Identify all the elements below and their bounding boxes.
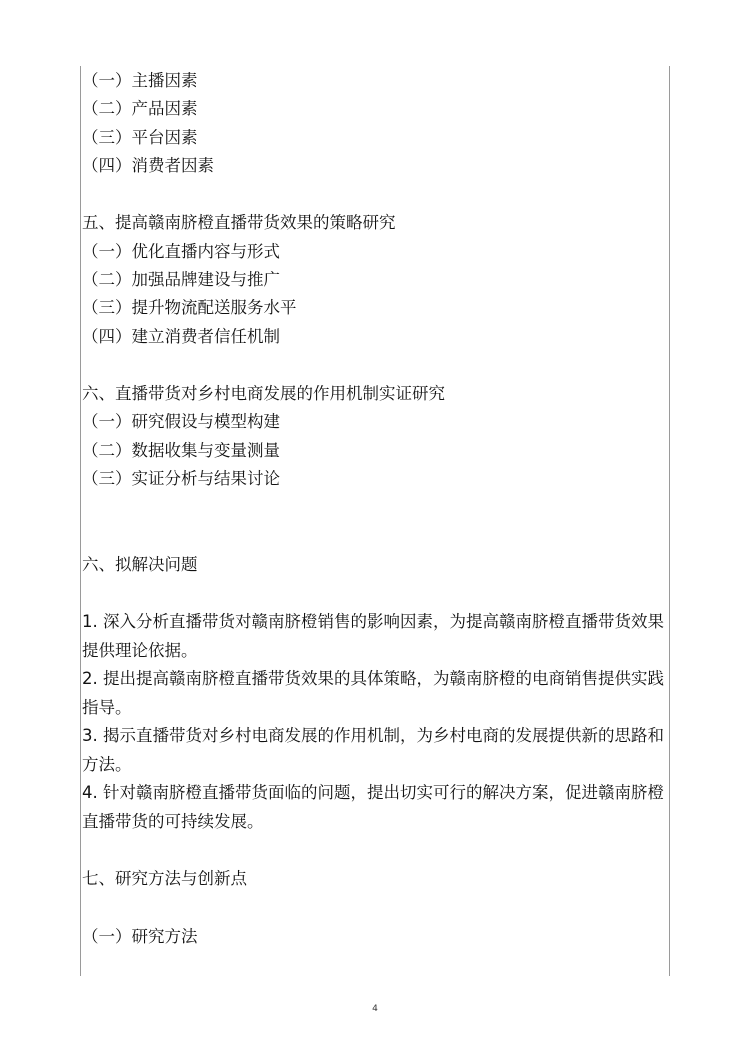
empirical-item-analysis: （三）实证分析与结果讨论 <box>82 469 280 488</box>
section-six-heading: 六、直播带货对乡村电商发展的作用机制实证研究 <box>82 384 445 403</box>
factor-item-product: （二）产品因素 <box>82 99 198 118</box>
problem-point-1: 1. 深入分析直播带货对赣南脐橙销售的影响因素，为提高赣南脐橙直播带货效果提供理论依据。 <box>82 612 664 660</box>
strategy-item-content: （一）优化直播内容与形式 <box>82 242 280 261</box>
empirical-item-hypothesis: （一）研究假设与模型构建 <box>82 412 280 431</box>
strategy-item-trust: （四）建立消费者信任机制 <box>82 327 280 346</box>
factor-item-anchor: （一）主播因素 <box>82 71 198 90</box>
factor-item-consumer: （四）消费者因素 <box>82 156 214 175</box>
empirical-item-data: （二）数据收集与变量测量 <box>82 441 280 460</box>
factor-item-platform: （三）平台因素 <box>82 128 198 147</box>
table-cell-frame <box>80 66 670 976</box>
problem-point-4: 4. 针对赣南脐橙直播带货面临的问题，提出切实可行的解决方案，促进赣南脐橙直播带货的可持续发展。 <box>82 783 664 831</box>
problem-point-3: 3. 揭示直播带货对乡村电商发展的作用机制，为乡村电商的发展提供新的思路和方法。 <box>82 726 664 774</box>
problem-point-2: 2. 提出提高赣南脐橙直播带货效果的具体策略，为赣南脐橙的电商销售提供实践指导。 <box>82 669 664 717</box>
section-seven-heading: 七、研究方法与创新点 <box>82 869 247 888</box>
strategy-item-brand: （二）加强品牌建设与推广 <box>82 270 280 289</box>
problems-heading: 六、拟解决问题 <box>82 555 198 574</box>
page-number: 4 <box>372 1004 378 1014</box>
section-five-heading: 五、提高赣南脐橙直播带货效果的策略研究 <box>82 213 396 232</box>
strategy-item-logistics: （三）提升物流配送服务水平 <box>82 298 297 317</box>
research-methods-subheading: （一）研究方法 <box>82 927 198 946</box>
